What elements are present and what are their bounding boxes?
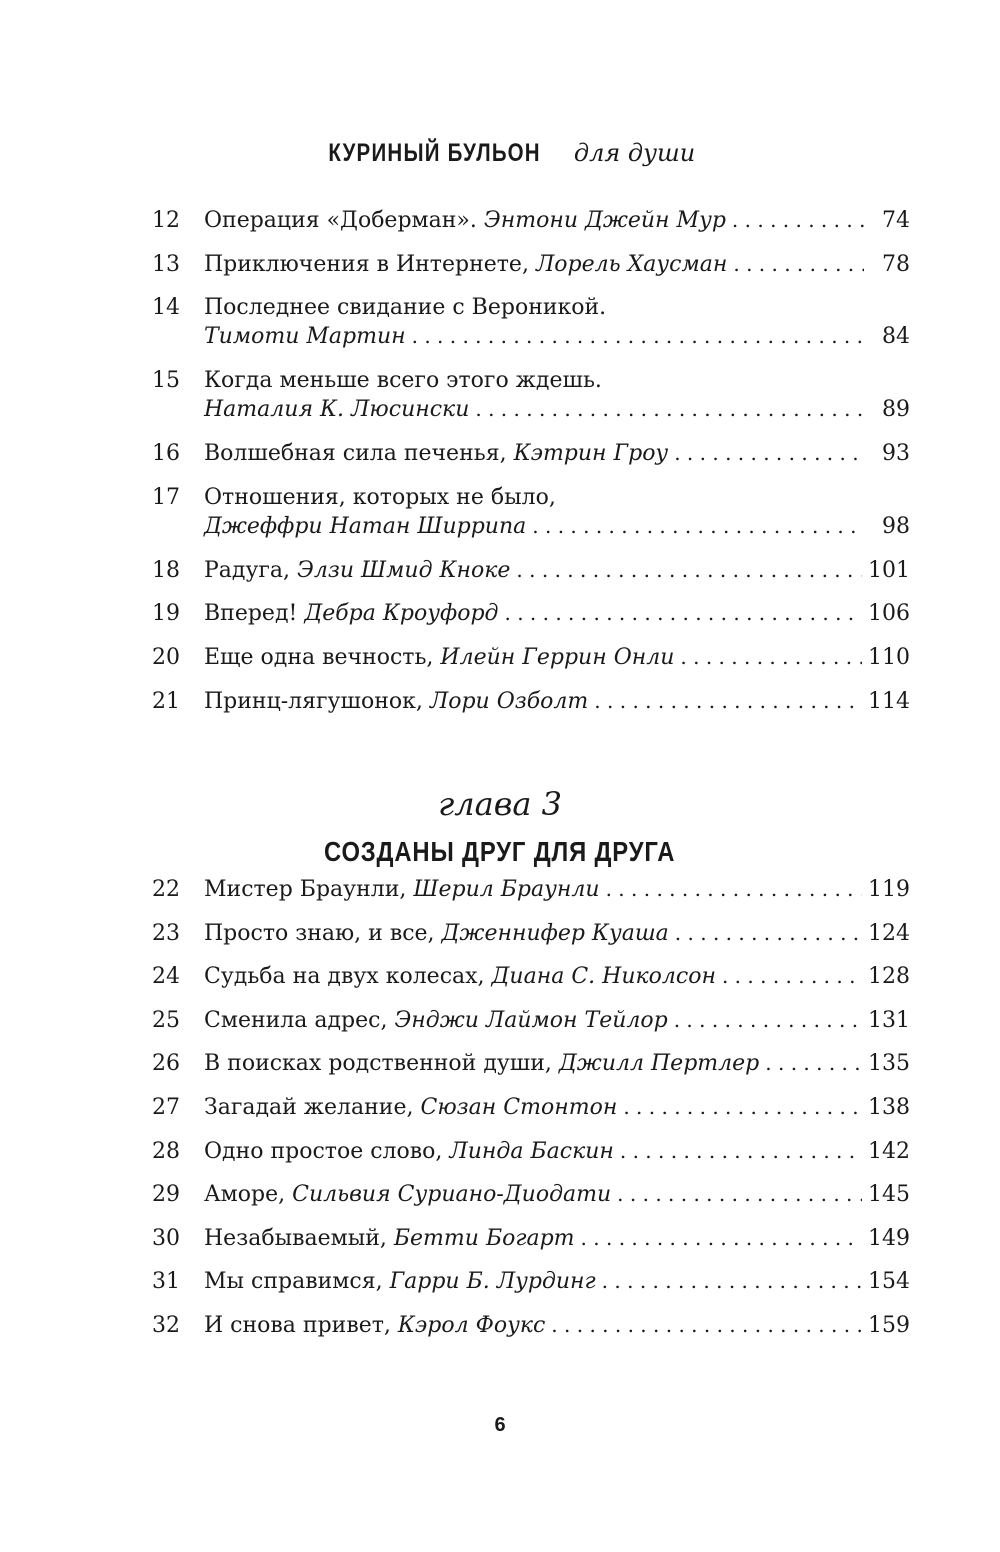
entry-title: Судьба на двух колесах, (204, 964, 485, 990)
entry-page: 142 (868, 1138, 910, 1164)
entry-author: Кэрол Фоукс (397, 1312, 546, 1338)
leader-dots (674, 439, 864, 468)
entry-number: 20 (152, 644, 180, 670)
toc-entry (152, 293, 910, 366)
entry-author: Лори Озболт (429, 688, 589, 714)
entry-title: Загадай желание, (204, 1094, 414, 1120)
entry-page: 78 (882, 251, 910, 277)
entry-title: Приключения в Интернете, (204, 251, 529, 277)
leader-dots (765, 1049, 862, 1078)
leader-dots (602, 1267, 862, 1296)
entry-page: 159 (868, 1312, 910, 1338)
entry-author: Кэтрин Гроу (513, 441, 669, 467)
entry-number: 14 (152, 295, 180, 321)
toc-entry (152, 1137, 910, 1181)
leader-dots (733, 250, 864, 279)
entry-title: Одно простое слово, (204, 1138, 443, 1164)
toc-entry (152, 875, 910, 919)
chapter-label: глава 3 (438, 785, 562, 823)
toc-entry (152, 1006, 910, 1050)
leader-dots (732, 206, 864, 235)
entry-author: Сюзан Стонтон (420, 1094, 618, 1120)
toc-entry (152, 1093, 910, 1137)
entry-title: Мистер Браунли, (204, 877, 407, 902)
leader-dots (623, 1093, 862, 1122)
entry-number: 29 (152, 1182, 180, 1208)
leader-dots (475, 395, 864, 424)
leader-dots (674, 1006, 862, 1035)
entry-page: 145 (868, 1182, 910, 1208)
entry-number: 27 (152, 1094, 180, 1120)
entry-author: Гарри Б. Лурдинг (389, 1269, 596, 1295)
entry-page: 110 (868, 644, 910, 670)
entry-title: Отношения, которых не было, (204, 484, 556, 510)
entry-title: Волшебная сила печенья, (204, 441, 507, 467)
entry-author: Линда Баскин (449, 1138, 614, 1164)
entry-number: 22 (152, 877, 180, 902)
entry-page: 101 (868, 557, 910, 583)
chapter-title-text: СОЗДАНЫ ДРУГ ДЛЯ ДРУГА (324, 836, 676, 867)
toc-entry (152, 250, 910, 294)
toc-entry (152, 1311, 910, 1355)
entry-author: Диана С. Николсон (491, 964, 716, 990)
leader-dots (412, 322, 864, 351)
entry-number: 30 (152, 1225, 180, 1251)
entry-author: Дженнифер Куаша (441, 920, 669, 946)
running-head (0, 134, 1000, 172)
leader-dots (594, 687, 862, 716)
entry-author: Энтони Джейн Мур (483, 208, 726, 233)
entry-title: И снова привет, (204, 1312, 391, 1338)
entry-page: 131 (868, 1007, 910, 1033)
entry-title: Мы справимся, (204, 1269, 383, 1295)
entry-page: 98 (882, 513, 910, 539)
entry-page: 93 (882, 441, 910, 467)
entry-number: 26 (152, 1051, 180, 1077)
entry-page: 124 (868, 920, 910, 946)
toc-entry (152, 1224, 910, 1268)
entry-title: Принц-лягушонок, (204, 688, 423, 714)
toc-entry (152, 1049, 910, 1093)
toc-section-2 (152, 875, 910, 1355)
entry-page: 119 (868, 877, 910, 902)
toc-entry (152, 556, 910, 600)
leader-dots (606, 875, 862, 904)
entry-number: 28 (152, 1138, 180, 1164)
entry-title: В поисках родственной души, (204, 1051, 552, 1077)
toc-section-1 (152, 206, 910, 730)
entry-number: 16 (152, 441, 180, 467)
entry-page: 138 (868, 1094, 910, 1120)
entry-number: 17 (152, 484, 180, 510)
entry-number: 32 (152, 1312, 180, 1338)
running-head-title: КУРИНЫЙ БУЛЬОН (328, 139, 541, 167)
entry-title: Операция «Доберман». (204, 208, 477, 233)
entry-author: Джилл Пертлер (558, 1051, 760, 1077)
chapter-title (0, 832, 1000, 872)
toc-entry (152, 1180, 910, 1224)
entry-number: 12 (152, 208, 180, 233)
entry-number: 18 (152, 557, 180, 583)
toc-entry (152, 1267, 910, 1311)
entry-page: 106 (868, 601, 910, 627)
entry-page: 114 (868, 688, 910, 714)
entry-page: 89 (882, 397, 910, 423)
entry-page: 128 (868, 964, 910, 990)
entry-author: Тимоти Мартин (204, 324, 406, 350)
toc-entry (152, 599, 910, 643)
entry-number: 21 (152, 688, 180, 714)
toc-entry (152, 643, 910, 687)
toc-entry (152, 962, 910, 1006)
entry-number: 31 (152, 1269, 180, 1295)
entry-number: 19 (152, 601, 180, 627)
running-head-script: для души (573, 139, 696, 167)
leader-dots (680, 643, 862, 672)
entry-number: 25 (152, 1007, 180, 1033)
entry-title: Аморе, (204, 1182, 286, 1208)
leader-dots (722, 962, 862, 991)
entry-number: 24 (152, 964, 180, 990)
leader-dots (532, 512, 864, 541)
entry-title: Сменила адрес, (204, 1007, 388, 1033)
page-number: 6 (494, 1414, 506, 1436)
entry-author: Джеффри Натан Ширрипа (204, 513, 527, 539)
entry-author: Илейн Геррин Онли (440, 644, 675, 670)
entry-author: Бетти Богарт (393, 1225, 575, 1251)
leader-dots (617, 1180, 862, 1209)
leader-dots (581, 1224, 862, 1253)
entry-author: Сильвия Суриано-Диодати (292, 1182, 612, 1208)
toc-entry (152, 206, 910, 250)
leader-dots (504, 599, 862, 628)
entry-number: 23 (152, 920, 180, 946)
entry-author: Наталия К. Люсински (204, 397, 470, 423)
entry-page: 154 (868, 1269, 910, 1295)
entry-number: 13 (152, 251, 180, 277)
entry-author: Элзи Шмид Кноке (297, 557, 511, 583)
entry-title: Незабываемый, (204, 1225, 387, 1251)
entry-page: 149 (868, 1225, 910, 1251)
entry-author: Дебра Кроуфорд (304, 601, 499, 627)
entry-number: 15 (152, 368, 180, 394)
leader-dots (551, 1311, 862, 1340)
entry-title: Последнее свидание с Вероникой. (204, 295, 607, 321)
entry-title: Еще одна вечность, (204, 644, 434, 670)
entry-title: Когда меньше всего этого ждешь. (204, 368, 602, 394)
toc-entry (152, 483, 910, 556)
toc-entry (152, 687, 910, 731)
toc-entry (152, 366, 910, 439)
entry-author: Энджи Лаймон Тейлор (394, 1007, 668, 1033)
entry-title: Просто знаю, и все, (204, 920, 435, 946)
entry-author: Лорель Хаусман (535, 251, 728, 277)
entry-title: Радуга, (204, 557, 291, 583)
toc-entry (152, 919, 910, 963)
entry-page: 74 (882, 208, 910, 233)
entry-title: Вперед! (204, 601, 298, 627)
entry-author: Шерил Браунли (413, 877, 600, 902)
leader-dots (675, 919, 862, 948)
entry-page: 84 (882, 324, 910, 350)
toc-entry (152, 439, 910, 483)
entry-page: 135 (868, 1051, 910, 1077)
leader-dots (516, 556, 862, 585)
leader-dots (620, 1137, 862, 1166)
